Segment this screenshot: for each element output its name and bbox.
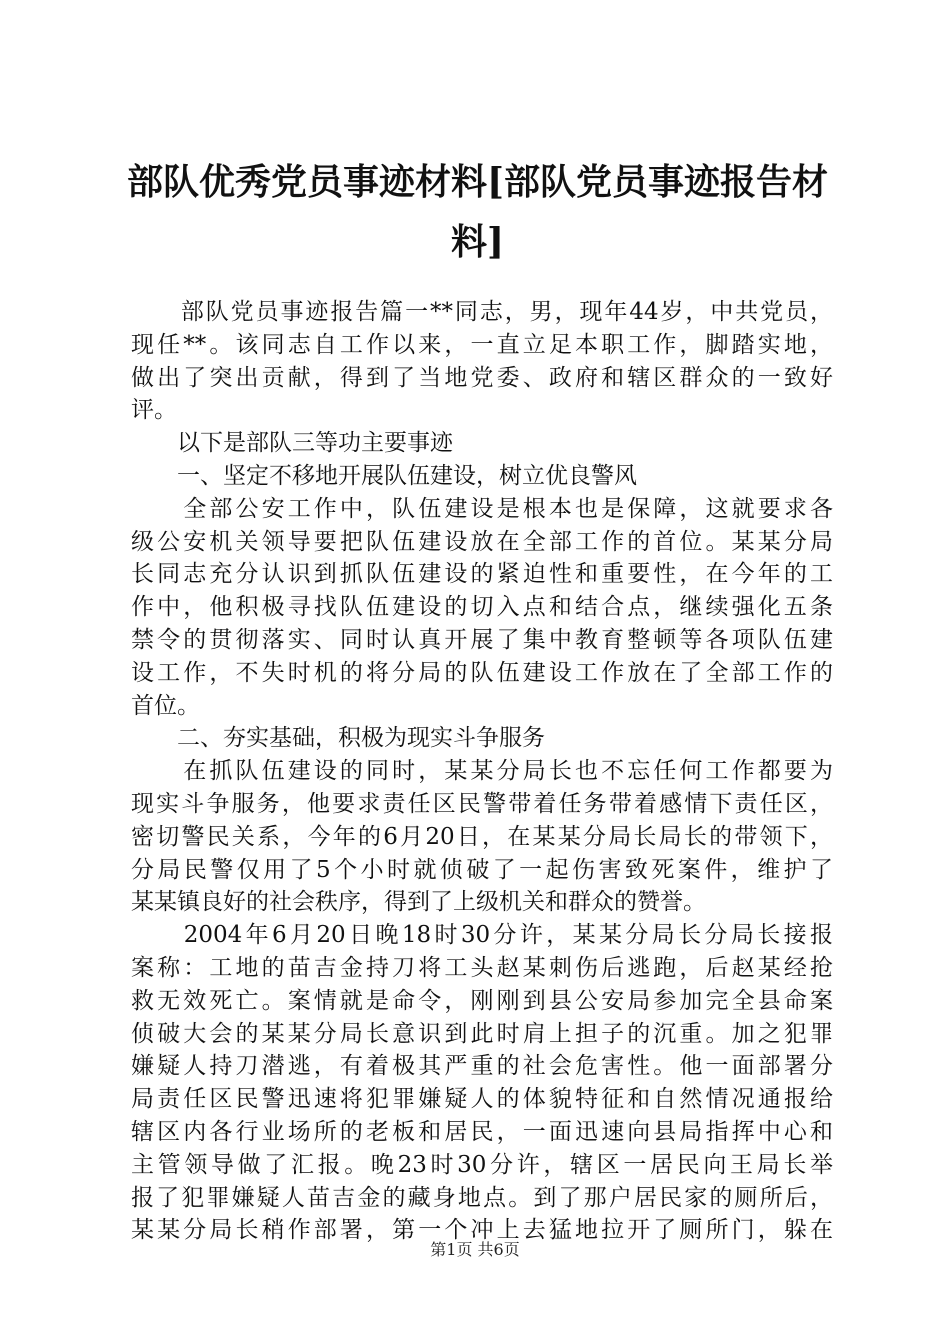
body-line: 主管领导做了汇报。晚23时30分许，辖区一居民向王局长举 <box>131 1151 833 1178</box>
body-line: 部队党员事迹报告篇一**同志，男，现年44岁，中共党员， <box>131 299 833 325</box>
body-line: 在抓队伍建设的同时，某某分局长也不忘任何工作都要为 <box>131 758 833 785</box>
body-line: 设工作，不失时机的将分局的队伍建设工作放在了全部工作的 <box>131 659 833 686</box>
body-line: 首位。 <box>131 692 200 719</box>
body-line: 一、坚定不移地开展队伍建设，树立优良警风 <box>131 462 637 489</box>
body-line: 密切警民关系，今年的6月20日，在某某分局长局长的带领下， <box>131 823 833 850</box>
body-line: 侦破大会的某某分局长意识到此时肩上担子的沉重。加之犯罪 <box>131 1020 833 1047</box>
body-line: 分局民警仅用了5个小时就侦破了一起伤害致死案件，维护了 <box>131 856 833 883</box>
body-line: 某某分局长稍作部署，第一个冲上去猛地拉开了厕所门，躲在 <box>131 1217 833 1244</box>
document-title <box>120 152 835 272</box>
body-line: 级公安机关领导要把队伍建设放在全部工作的首位。某某分局 <box>131 528 833 555</box>
body-line: 辖区内各行业场所的老板和居民，一面迅速向县局指挥中心和 <box>131 1118 833 1145</box>
body-line: 2004年6月20日晚18时30分许，某某分局长分局长接报 <box>131 922 833 949</box>
body-line: 评。 <box>131 397 177 424</box>
body-line: 做出了突出贡献，得到了当地党委、政府和辖区群众的一致好 <box>131 364 833 391</box>
body-line: 某某镇良好的社会秩序，得到了上级机关和群众的赞誉。 <box>131 889 706 916</box>
body-line: 救无效死亡。案情就是命令，刚刚到县公安局参加完全县命案 <box>131 987 833 1014</box>
body-line: 嫌疑人持刀潜逃，有着极其严重的社会危害性。他一面部署分 <box>131 1053 833 1080</box>
body-line: 现任**。该同志自工作以来，一直立足本职工作，脚踏实地， <box>131 331 833 358</box>
body-line: 以下是部队三等功主要事迹 <box>131 430 453 457</box>
body-line: 局责任区民警迅速将犯罪嫌疑人的体貌特征和自然情况通报给 <box>131 1086 833 1113</box>
page-number-footer: 第1页 共6页 <box>430 1240 520 1259</box>
body-line: 长同志充分认识到抓队伍建设的紧迫性和重要性，在今年的工 <box>131 561 833 588</box>
document-body <box>131 296 833 1247</box>
body-line: 案称：工地的苗吉金持刀将工头赵某刺伤后逃跑，后赵某经抢 <box>131 954 833 981</box>
body-line: 作中，他积极寻找队伍建设的切入点和结合点，继续强化五条 <box>131 594 833 621</box>
title-line-1: 部队优秀党员事迹材料[部队党员事迹报告材 <box>126 161 829 203</box>
body-line: 现实斗争服务，他要求责任区民警带着任务带着感情下责任区， <box>131 790 833 817</box>
title-line-2: 料] <box>450 221 505 263</box>
body-line: 全部公安工作中，队伍建设是根本也是保障，这就要求各 <box>131 495 833 522</box>
body-line: 报了犯罪嫌疑人苗吉金的藏身地点。到了那户居民家的厕所后， <box>131 1184 833 1211</box>
body-line: 二、夯实基础，积极为现实斗争服务 <box>131 725 545 752</box>
body-line: 禁令的贯彻落实、同时认真开展了集中教育整顿等各项队伍建 <box>131 626 833 653</box>
